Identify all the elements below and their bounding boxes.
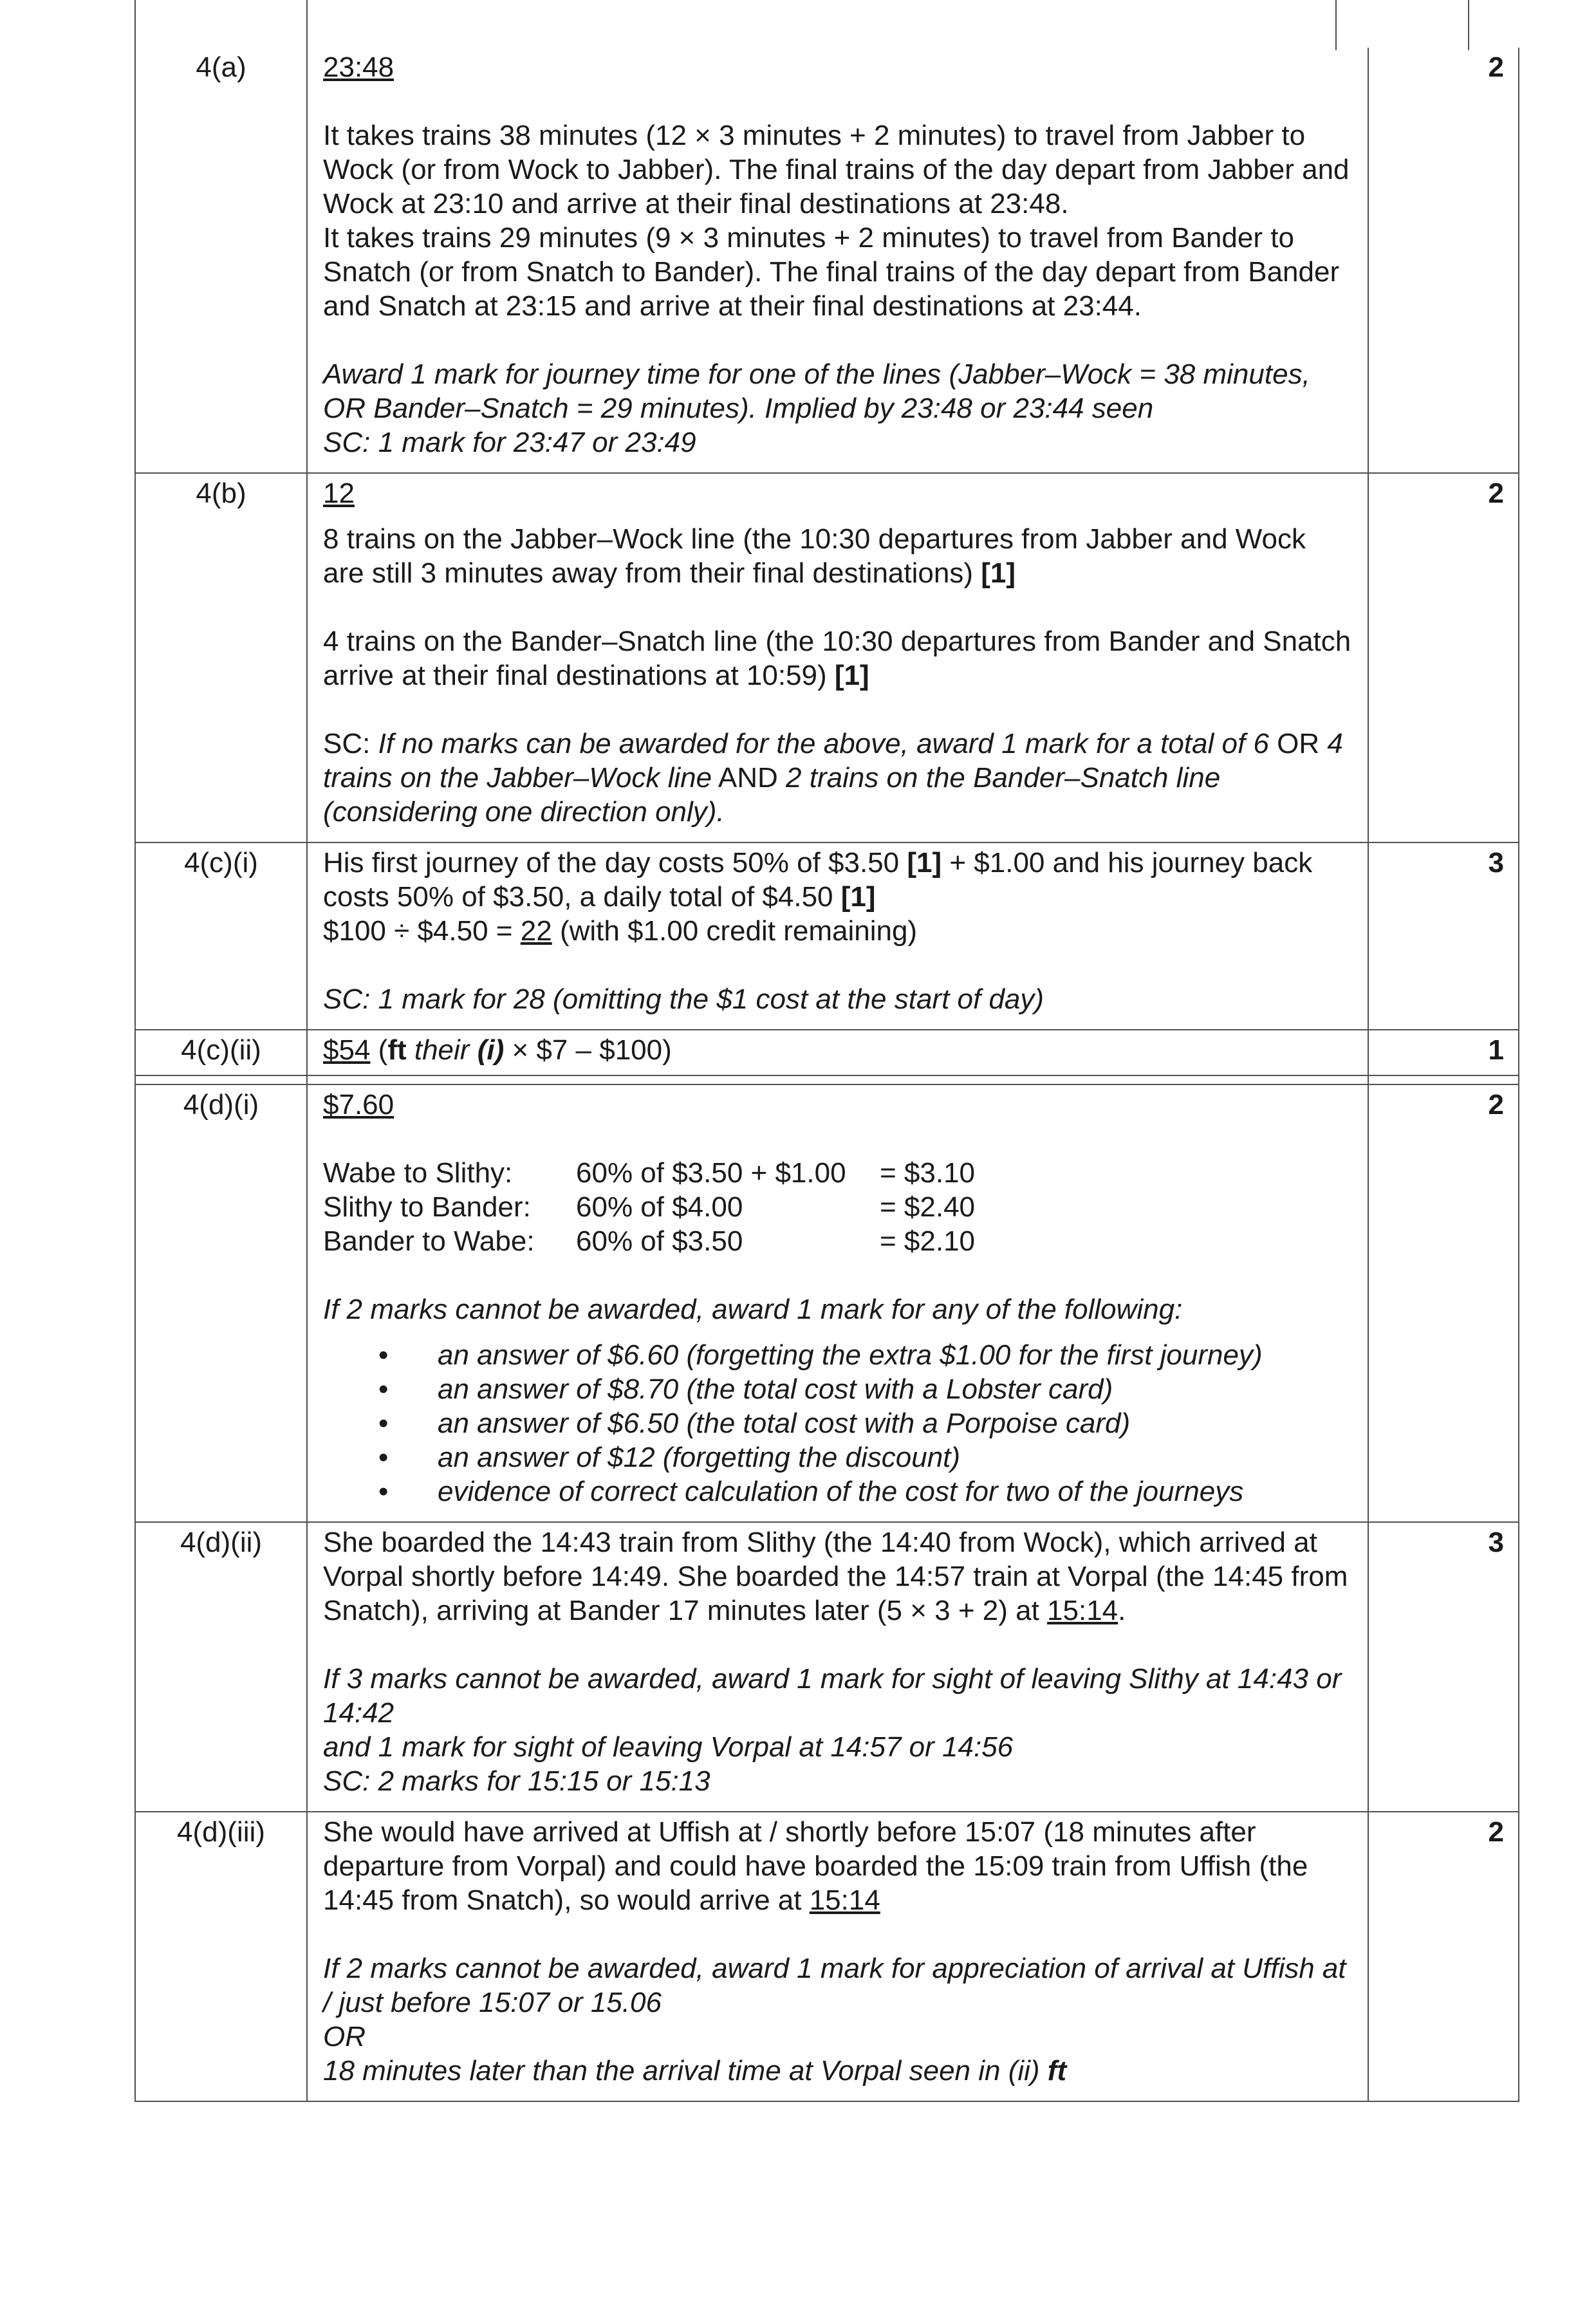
working-text (323, 624, 1352, 693)
or-label: OR (1277, 728, 1320, 759)
working-row (323, 1156, 1352, 1190)
sc-text: 2 trains on the Bander–Snatch line (considering one direction only). (323, 762, 1221, 828)
mark-tag: [1] (981, 557, 1016, 589)
sc-text: 4 trains on the Jabber–Wock line (323, 728, 1343, 794)
working-text-body: His first journey of the day costs 50% of $3.50 (323, 847, 900, 879)
working-text-body: + $1.00 and his journey back costs 50% of $3.50, a daily total of $4.50 (323, 847, 1313, 913)
table-separator (135, 1075, 1519, 1084)
question-number: 4(a) (135, 48, 307, 473)
guidance-text-body: 18 minutes later than the arrival time at Vorpal seen in (ii) (323, 2055, 1040, 2087)
answer-cell (307, 1030, 1368, 1075)
sc-label: SC: (323, 728, 371, 759)
final-answer: 15:14 (1047, 1595, 1118, 1626)
table-row (135, 473, 1519, 842)
mark-tag: [1] (907, 847, 942, 879)
journey-label: Wabe to Slithy: (323, 1157, 513, 1189)
separator-cell (135, 1075, 307, 1084)
final-answer: 23:48 (323, 51, 394, 83)
guidance-text: If 3 marks cannot be awarded, award 1 mark for sight of leaving Slithy at 14:43 or 14:42 (323, 1663, 1342, 1729)
separator-cell (1368, 1075, 1519, 1084)
answer-cell (307, 842, 1368, 1030)
answer-cell (307, 1084, 1368, 1522)
question-number: 4(d)(iii) (135, 1812, 307, 2101)
list-item: • an answer of $8.70 (the total cost with a Lobster card) (323, 1372, 1352, 1406)
special-case-text: SC: 1 mark for 28 (omitting the $1 cost at the start of day) (323, 983, 1044, 1015)
question-number: 4(b) (135, 473, 307, 842)
working-text-body: $100 ÷ $4.50 = (323, 915, 513, 947)
guidance-text: If 2 marks cannot be awarded, award 1 mark for any of the following: (323, 1294, 1183, 1325)
journey-calc: 60% of $3.50 (576, 1225, 743, 1257)
table-row (135, 1812, 1519, 2101)
final-answer: 15:14 (809, 1884, 880, 1916)
marks-cell: 3 (1368, 842, 1519, 1030)
marks-cell: 1 (1368, 1030, 1519, 1075)
marks-cell: 3 (1368, 1522, 1519, 1812)
final-answer: 22 (520, 915, 552, 947)
follow-through-tag: ft (1047, 2055, 1067, 2087)
special-case-text: SC: 2 marks for 15:15 or 15:13 (323, 1765, 710, 1797)
guidance-text: If 2 marks cannot be awarded, award 1 mark for appreciation of arrival at Uffish at / just before 15:07 or 15.06 (323, 1953, 1346, 2018)
marks-cell: 2 (1368, 473, 1519, 842)
working-text (323, 846, 1352, 914)
working-row (323, 1224, 1352, 1258)
table-row (135, 1030, 1519, 1075)
working-table (323, 1156, 1352, 1258)
answer-cell (307, 48, 1368, 473)
working-text-body: × $7 – $100) (512, 1034, 672, 1066)
working-text-body: She boarded the 14:43 train from Slithy (the 14:40 from Wock), which arrived at Vorpal shortly before 14:49. She boarded the 14:57 train at Vorpal (the 14:45 from Snatch), arriving at Bander 17 minutes later (5 × 3 + 2) at (323, 1527, 1348, 1626)
answer-cell (307, 1522, 1368, 1812)
working-text-body: 8 trains on the Jabber–Wock line (the 10:30 departures from Jabber and Wock are still 3 minutes away from their final destinations) (323, 523, 1306, 589)
question-number: 4(c)(ii) (135, 1030, 307, 1075)
question-number: 4(c)(i) (135, 842, 307, 1030)
list-item: • an answer of $12 (forgetting the discount) (323, 1440, 1352, 1474)
journey-cost: = $3.10 (880, 1157, 976, 1189)
final-answer: $54 (323, 1034, 371, 1066)
journey-label: Slithy to Bander: (323, 1191, 531, 1223)
working-text: It takes trains 29 minutes (9 × 3 minutes + 2 minutes) to travel from Bander to Snatch (or from Snatch to Bander). The final trains of the day depart from Bander and Snatch at 23:15 and arrive at their final destinations at 23:44. (323, 222, 1340, 322)
full-stop: . (1118, 1595, 1126, 1626)
working-text-body: 4 trains on the Bander–Snatch line (the 10:30 departures from Bander and Snatch arrive at their final destinations at 10:59) (323, 626, 1351, 691)
list-item: • an answer of $6.50 (the total cost with a Porpoise card) (323, 1406, 1352, 1440)
table-row (135, 1522, 1519, 1812)
working-text-body: She would have arrived at Uffish at / shortly before 15:07 (18 minutes after departure from Vorpal) and could have boarded the 15:09 train from Uffish (the 14:45 from Snatch), so would arrive at (323, 1816, 1308, 1916)
journey-calc: 60% of $3.50 + $1.00 (576, 1157, 846, 1189)
mark-scheme-table (135, 48, 1519, 2102)
list-item: • evidence of correct calculation of the cost for two of the journeys (323, 1474, 1352, 1509)
journey-cost: = $2.10 (880, 1225, 976, 1257)
part-ref: (i) (477, 1034, 505, 1066)
working-text (323, 522, 1352, 590)
list-item: • an answer of $6.60 (forgetting the extra $1.00 for the first journey) (323, 1338, 1352, 1372)
working-text (323, 914, 1352, 948)
guidance-text: and 1 mark for sight of leaving Vorpal at 14:57 or 14:56 (323, 1731, 1014, 1763)
working-text (323, 1525, 1352, 1628)
bullet-list (323, 1338, 1352, 1509)
guidance-text: Award 1 mark for journey time for one of the lines (Jabber–Wock = 38 minutes, OR Bander–Snatch = 29 minutes). Implied by 23:48 or 23:44 seen (323, 358, 1310, 424)
working-row (323, 1190, 1352, 1224)
final-answer: 12 (323, 478, 355, 509)
journey-label: Bander to Wabe: (323, 1225, 535, 1257)
answer-cell (307, 1812, 1368, 2101)
guidance-text (323, 2054, 1352, 2088)
special-case-text: SC: 1 mark for 23:47 or 23:49 (323, 427, 696, 458)
journey-cost: = $2.40 (880, 1191, 976, 1223)
question-number: 4(d)(i) (135, 1084, 307, 1522)
table-row (135, 48, 1519, 473)
table-continuation-border (135, 0, 1469, 50)
and-label: AND (718, 762, 778, 794)
table-row (135, 842, 1519, 1030)
working-text: $54 (ft their (i) × $7 – $100) (323, 1034, 672, 1066)
final-answer: $7.60 (323, 1089, 394, 1121)
answer-cell (307, 473, 1368, 842)
journey-calc: 60% of $4.00 (576, 1191, 743, 1223)
separator-cell (307, 1075, 1368, 1084)
working-text-body: (with $1.00 credit remaining) (559, 915, 918, 947)
table-row (135, 1084, 1519, 1522)
working-text: It takes trains 38 minutes (12 × 3 minutes + 2 minutes) to travel from Jabber to Wock (or from Wock to Jabber). The final trains of the day depart from Jabber and Wock at 23:10 and arrive at their final destinations at 23:48. (323, 120, 1350, 219)
marks-cell: 2 (1368, 1084, 1519, 1522)
their-label: their (414, 1034, 470, 1066)
marks-cell: 2 (1368, 48, 1519, 473)
question-number: 4(d)(ii) (135, 1522, 307, 1812)
or-label: OR (323, 2021, 366, 2052)
working-text (323, 1815, 1352, 1917)
follow-through-tag: ft (387, 1034, 407, 1066)
mark-tag: [1] (834, 660, 869, 691)
sc-text: If no marks can be awarded for the above, award 1 mark for a total of 6 (378, 728, 1269, 759)
mark-tag: [1] (840, 881, 876, 913)
special-case-text (323, 727, 1352, 829)
marks-cell: 2 (1368, 1812, 1519, 2101)
